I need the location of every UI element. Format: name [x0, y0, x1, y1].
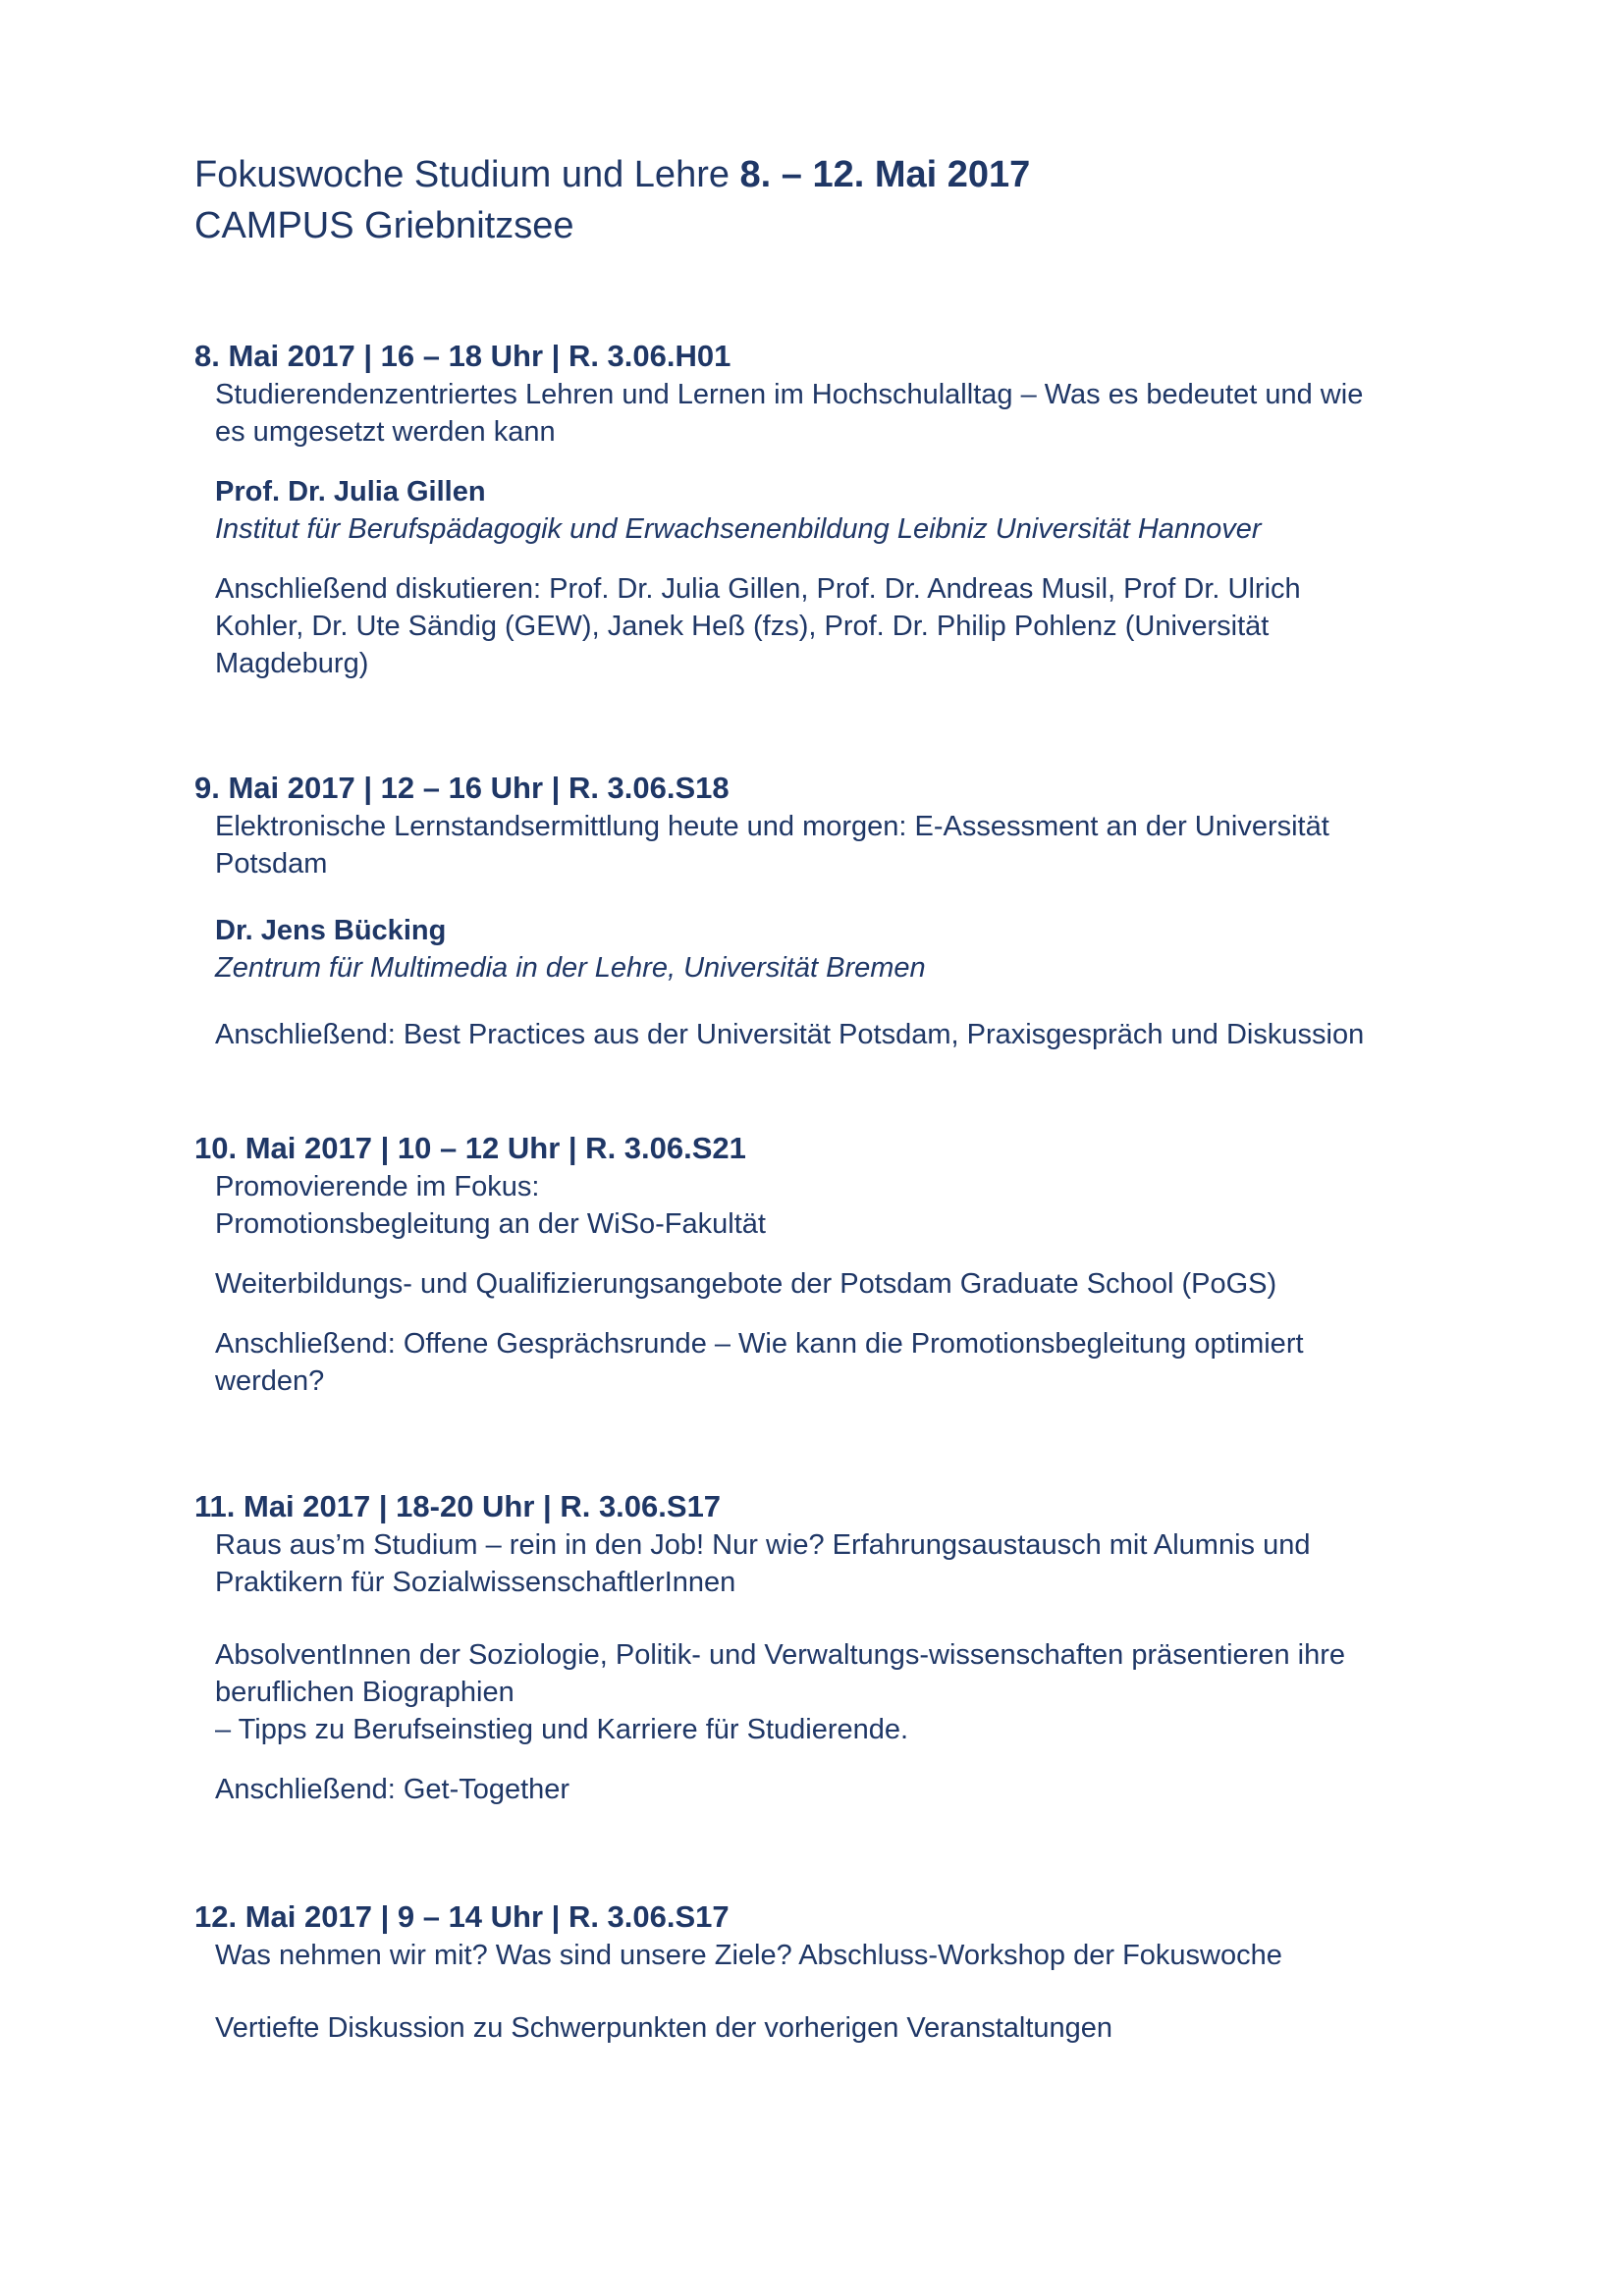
- session-note: [215, 2009, 1471, 2047]
- topic-line: Weiterbildungs- und Qualifizierungsangebote der Potsdam Graduate School (PoGS): [215, 1268, 1277, 1300]
- session-note: [215, 570, 1471, 682]
- speaker-name: Dr. Jens Bücking: [215, 915, 447, 946]
- session-may-11: [194, 1487, 1471, 1808]
- note-line: Anschließend diskutieren: Prof. Dr. Julia Gillen, Prof. Dr. Andreas Musil, Prof Dr. Ulrich: [215, 573, 1301, 605]
- topic-line: Potsdam: [215, 848, 328, 880]
- session-may-8: [194, 337, 1471, 682]
- description-line: AbsolventInnen der Soziologie, Politik- und Verwaltungs-wissenschaften präsentieren ihre: [215, 1639, 1345, 1671]
- session-heading: 8. Mai 2017 | 16 – 18 Uhr | R. 3.06.H01: [194, 339, 731, 373]
- speaker-name: Prof. Dr. Julia Gillen: [215, 476, 486, 507]
- title-line: [194, 149, 1030, 200]
- topic-line: Was nehmen wir mit? Was sind unsere Ziele? Abschluss-Workshop der Fokuswoche: [215, 1940, 1282, 1971]
- campus-subtitle: CAMPUS Griebnitzsee: [194, 205, 574, 246]
- session-speaker-block: [215, 912, 1471, 987]
- note-line: Anschließend: Offene Gesprächsrunde – Wie kann die Promotionsbegleitung optimiert: [215, 1328, 1304, 1360]
- topic-line: Raus aus’m Studium – rein in den Job! Nur wie? Erfahrungsaustausch mit Alumnis und: [215, 1529, 1311, 1561]
- topic-line: es umgesetzt werden kann: [215, 416, 556, 448]
- description-line: beruflichen Biographien: [215, 1677, 514, 1708]
- topic-line: Promotionsbegleitung an der WiSo-Fakultät: [215, 1208, 766, 1240]
- session-topic: [215, 808, 1471, 882]
- session-note: [215, 1016, 1471, 1053]
- topic-line: Praktikern für SozialwissenschaftlerInnen: [215, 1567, 736, 1598]
- speaker-affiliation: Zentrum für Multimedia in der Lehre, Universität Bremen: [215, 952, 926, 984]
- topic-line: Promovierende im Fokus:: [215, 1171, 540, 1202]
- session-topic: [215, 376, 1471, 451]
- session-heading: 11. Mai 2017 | 18-20 Uhr | R. 3.06.S17: [194, 1489, 722, 1523]
- session-heading: 12. Mai 2017 | 9 – 14 Uhr | R. 3.06.S17: [194, 1899, 730, 1934]
- session-description: [215, 1636, 1471, 1748]
- note-line: Anschließend: Get-Together: [215, 1774, 570, 1805]
- session-topic: [215, 1168, 1471, 1243]
- session-may-9: [194, 769, 1471, 1053]
- session-note: [215, 1771, 1471, 1808]
- note-line: werden?: [215, 1365, 325, 1397]
- session-note: [215, 1325, 1471, 1400]
- note-line: Kohler, Dr. Ute Sändig (GEW), Janek Heß (fzs), Prof. Dr. Philip Pohlenz (Universität: [215, 611, 1270, 642]
- session-heading: 9. Mai 2017 | 12 – 16 Uhr | R. 3.06.S18: [194, 771, 730, 805]
- note-line: Anschließend: Best Practices aus der Universität Potsdam, Praxisgespräch und Diskussion: [215, 1019, 1365, 1050]
- session-may-12: [194, 1897, 1471, 2047]
- title-regular: Fokuswoche Studium und Lehre: [194, 154, 740, 195]
- speaker-affiliation: Institut für Berufspädagogik und Erwachsenenbildung Leibniz Universität Hannover: [215, 513, 1262, 545]
- session-topic-secondary: [215, 1265, 1471, 1303]
- topic-line: Elektronische Lernstandsermittlung heute und morgen: E-Assessment an der Universität: [215, 811, 1329, 842]
- title-date-range: 8. – 12. Mai 2017: [739, 154, 1031, 195]
- session-may-10: [194, 1129, 1471, 1400]
- session-topic: [215, 1937, 1471, 1974]
- topic-line: Studierendenzentriertes Lehren und Lernen im Hochschulalltag – Was es bedeutet und wie: [215, 379, 1364, 410]
- note-line: Magdeburg): [215, 648, 369, 679]
- session-topic: [215, 1526, 1471, 1601]
- page-title: [194, 149, 1030, 251]
- note-line: Vertiefte Diskussion zu Schwerpunkten der vorherigen Veranstaltungen: [215, 2012, 1113, 2044]
- session-heading: 10. Mai 2017 | 10 – 12 Uhr | R. 3.06.S21: [194, 1131, 746, 1165]
- session-speaker-block: [215, 473, 1471, 548]
- description-line: – Tipps zu Berufseinstieg und Karriere für Studierende.: [215, 1714, 909, 1745]
